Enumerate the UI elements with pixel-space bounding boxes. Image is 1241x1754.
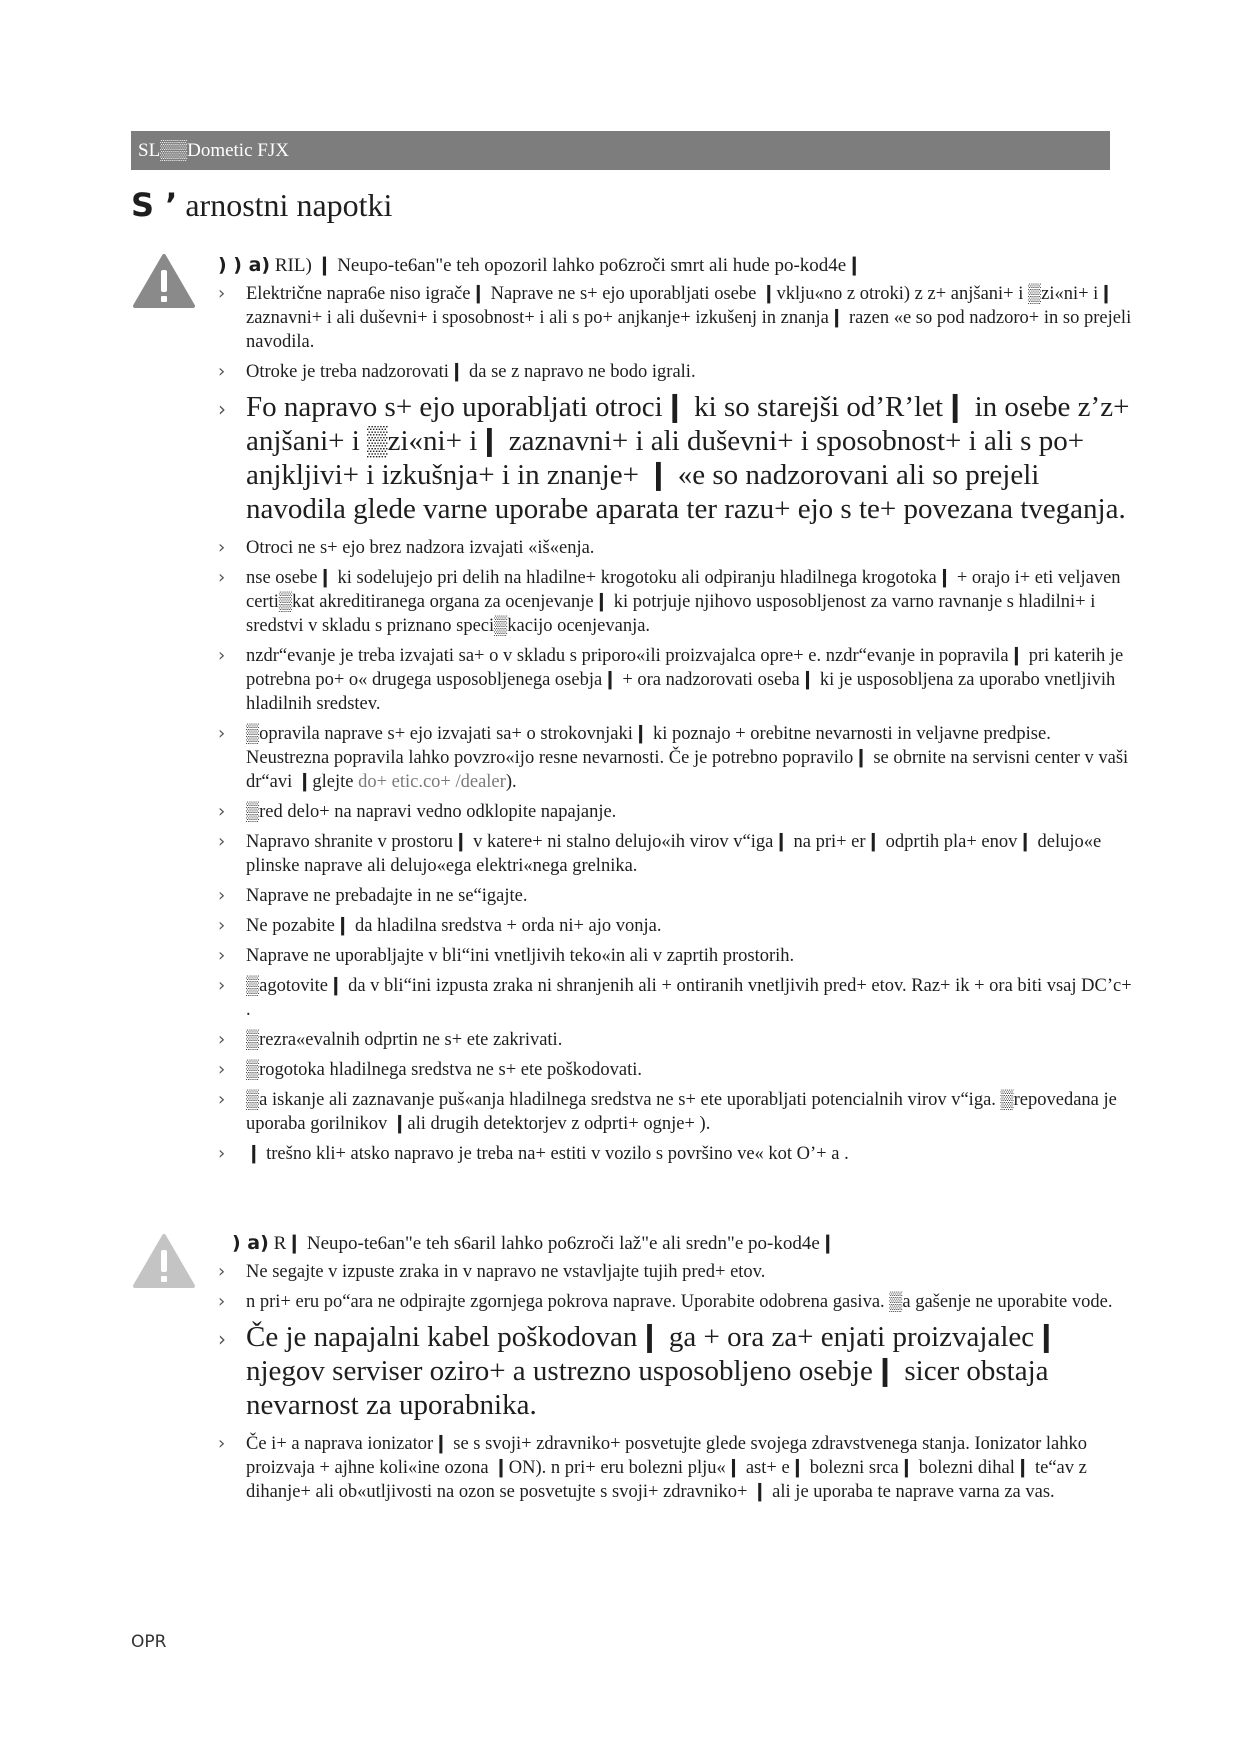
header-bar bbox=[131, 131, 1110, 170]
caution-heading-text: R❙ Neupo-te6an"e teh s6aril lahko po6zroči laž"e ali sredn"e po-kod4e❙ bbox=[273, 1233, 836, 1254]
warning-item: › Otroke je treba nadzorovati❙ da se z napravo ne bodo igrali. bbox=[218, 360, 1138, 384]
caution-section bbox=[218, 1230, 1138, 1510]
warning-item: › nse osebe❙ ki sodelujejo pri delih na hladilne+ krogotoku ali odpiranju hladilnega krogotoka❙ + orajo i+ eti veljaven certi▒kat akreditiranega organa za ocenjevanje❙ ki potrjuje njihovo usposobljenost za varno ravnanje s hladilni+ i sredstvi v skladu s priznano speci▒kacijo ocenjevanja. bbox=[218, 566, 1138, 638]
caution-item: › Če je napajalni kabel poškodovan❙ ga + ora za+ enjati proizvajalec❙ njegov serviser oziro+ a ustrezno usposobljeno osebje❙ sicer obstaja nevarnost za uporabnika. bbox=[218, 1320, 1138, 1422]
warning-signal-word: ) ) a) bbox=[218, 254, 271, 276]
warning-item: › ❙ trešno kli+ atsko napravo je treba na+ estiti v vozilo s površino ve« kot O’+ a . bbox=[218, 1142, 1138, 1166]
warning-item: › ▒a iskanje ali zaznavanje puš«anja hladilnega sredstva ne s+ ete uporabljati potencialnih virov v“iga. ▒repovedana je uporaba gorilnikov ❙ali drugih detektorjev z odprti+ ognje+ ). bbox=[218, 1088, 1138, 1136]
caution-item: › Ne segajte v izpuste zraka in v napravo ne vstavljajte tujih pred+ etov. bbox=[218, 1260, 1138, 1284]
page-title-prefix: S ’ bbox=[131, 186, 178, 224]
caution-signal-word: ) a) bbox=[232, 1232, 269, 1254]
warning-triangle-icon bbox=[132, 253, 196, 309]
dealer-link[interactable]: do+ etic.co+ /dealer bbox=[358, 772, 506, 792]
warning-item: › nzdr“evanje je treba izvajati sa+ o v skladu s priporo«ili proizvajalca opre+ e. nzdr“evanje in popravila❙ pri katerih je potrebna po+ o« drugega usposobljenega osebja❙ + ora nadzorovati oseba❙ ki je usposobljena za uporabo vnetljivih hladilnih sredstev. bbox=[218, 644, 1138, 716]
repairs-text: ▒opravila naprave s+ ejo izvajati sa+ o strokovnjaki❙ ki poznajo + orebitne nevarnosti in veljavne predpise. Neustrezna popravila lahko povzro«ijo resne nevarnosti. Če je potrebno popravilo❙ se obrnite na servisni center v vaši dr“avi ❙glejte bbox=[246, 724, 1129, 792]
warning-item: › ▒red delo+ na napravi vedno odklopite napajanje. bbox=[218, 800, 1138, 824]
warning-list bbox=[218, 282, 1138, 1166]
warning-item: › Fo napravo s+ ejo uporabljati otroci❙ ki so starejši od’R’let❙ in osebe z’z+ anjšani+ i ▒zi«ni+ i❙ zaznavni+ i ali duševni+ i sposobnost+ i ali s po+ anjkljivi+ i izkušnja+ i in znanje+ ❙ «e so nadzorovani ali so prejeli navodila glede varne uporabe aparata ter razu+ ejo s te+ povezana tveganja. bbox=[218, 390, 1138, 526]
warning-item: › ▒rogotoka hladilnega sredstva ne s+ ete poškodovati. bbox=[218, 1058, 1138, 1082]
warning-item-repairs bbox=[218, 722, 1138, 794]
caution-item: › n pri+ eru po“ara ne odpirajte zgornjega pokrova naprave. Uporabite odobrena gasiva. ▒a gašenje ne uporabite vode. bbox=[218, 1290, 1138, 1314]
caution-triangle-icon bbox=[132, 1233, 196, 1289]
page-title bbox=[131, 183, 392, 227]
warning-item: › Otroci ne s+ ejo brez nadzora izvajati «iš«enja. bbox=[218, 536, 1138, 560]
warning-item: › ▒rezra«evalnih odprtin ne s+ ete zakrivati. bbox=[218, 1028, 1138, 1052]
warning-item: › Ne pozabite❙ da hladilna sredstva + orda ni+ ajo vonja. bbox=[218, 914, 1138, 938]
warning-item: › Električne napra6e niso igrače❙ Naprave ne s+ ejo uporabljati osebe ❙vklju«no z otroki) z z+ anjšani+ i ▒zi«ni+ i❙ zaznavni+ i ali duševni+ i sposobnost+ i ali s po+ anjkanje+ izkušenj in znanja❙ razen «e so pod nadzoro+ in so prejeli navodila. bbox=[218, 282, 1138, 354]
caution-item: › Če i+ a naprava ionizator❙ se s svoji+ zdravniko+ posvetujte glede svojega zdravstvenega stanja. Ionizator lahko proizvaja + ajhne koli«ine ozona ❙ON). n pri+ eru bolezni plju«❙ ast+ e❙ bolezni srca❙ bolezni dihal❙ te“av z dihanje+ ali ob«utljivosti na ozon se posvetujte s svoji+ zdravniko+ ❙ ali je uporaba te naprave varna za vas. bbox=[218, 1432, 1138, 1504]
warning-item: › Napravo shranite v prostoru❙ v katere+ ni stalno delujo«ih virov v“iga❙ na pri+ er❙ odprtih pla+ enov❙ delujo«e plinske naprave ali delujo«ega elektri«nega grelnika. bbox=[218, 830, 1138, 878]
page-title-text: arnostni napotki bbox=[185, 187, 393, 223]
warning-heading bbox=[218, 252, 1138, 279]
warning-item: › Naprave ne prebadajte in ne se“igajte. bbox=[218, 884, 1138, 908]
caution-heading bbox=[232, 1230, 1138, 1257]
repairs-suffix: ). bbox=[505, 772, 517, 792]
page-number: OPR bbox=[131, 1632, 167, 1652]
warning-item: › Naprave ne uporabljajte v bli“ini vnetljivih teko«in ali v zaprtih prostorih. bbox=[218, 944, 1138, 968]
caution-list bbox=[218, 1260, 1138, 1504]
warning-item: › ▒agotovite❙ da v bli“ini izpusta zraka ni shranjenih ali + ontiranih vnetljivih pred+ etov. Raz+ ik + ora biti vsaj DC’c+ . bbox=[218, 974, 1138, 1022]
warning-heading-text: RIL) ❙ Neupo-te6an"e teh opozoril lahko po6zroči smrt ali hude po-kod4e❙ bbox=[274, 255, 863, 276]
header-label: SL▒▒Dometic FJX bbox=[138, 140, 289, 161]
warning-section bbox=[218, 252, 1138, 1172]
